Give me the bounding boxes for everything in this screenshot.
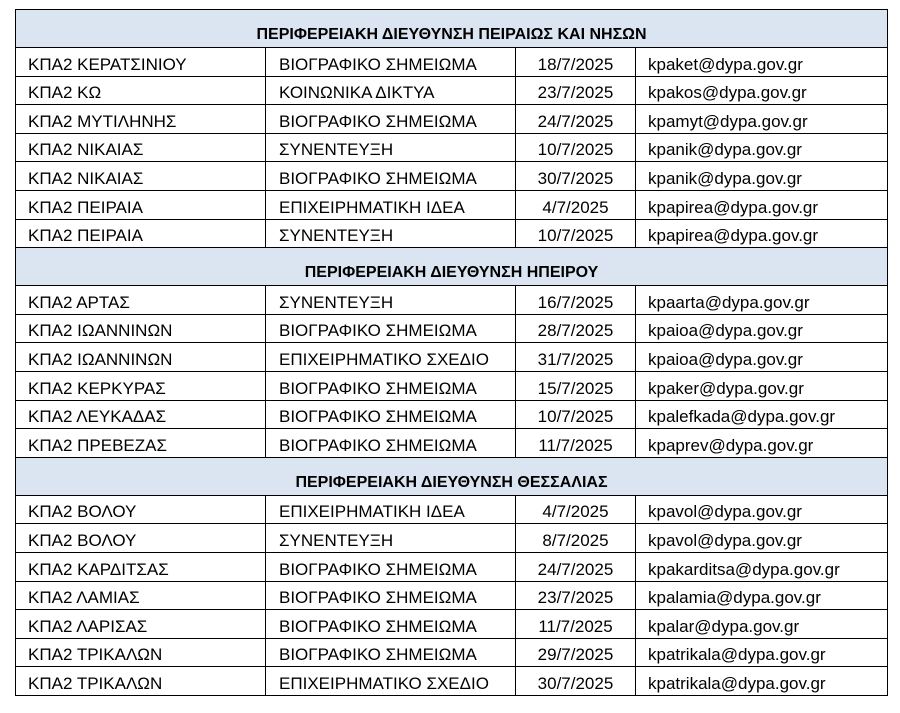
section-header-row <box>16 10 888 48</box>
office-cell: ΚΠΑ2 ΚΑΡΔΙΤΣΑΣ <box>16 552 266 581</box>
email-cell: kpaprev@dypa.gov.gr <box>636 429 888 458</box>
table-row <box>16 429 888 458</box>
table-row <box>16 610 888 639</box>
email-cell: kpakarditsa@dypa.gov.gr <box>636 552 888 581</box>
table-row <box>16 552 888 581</box>
office-cell: ΚΠΑ2 ΠΕΙΡΑΙΑ <box>16 219 266 248</box>
email-cell: kpaker@dypa.gov.gr <box>636 371 888 400</box>
table-row <box>16 343 888 372</box>
table-row <box>16 190 888 219</box>
topic-cell: ΚΟΙΝΩΝΙΚΑ ΔΙΚΤΥΑ <box>266 76 516 105</box>
office-cell: ΚΠΑ2 ΑΡΤΑΣ <box>16 286 266 315</box>
date-cell: 10/7/2025 <box>516 133 636 162</box>
office-cell: ΚΠΑ2 ΠΕΙΡΑΙΑ <box>16 190 266 219</box>
date-cell: 8/7/2025 <box>516 524 636 553</box>
section-title: ΠΕΡΙΦΕΡΕΙΑΚΗ ΔΙΕΥΘΥΝΣΗ ΘΕΣΣΑΛΙΑΣ <box>16 457 888 495</box>
office-cell: ΚΠΑ2 ΚΕΡΑΤΣΙΝΙΟΥ <box>16 48 266 77</box>
table-row <box>16 219 888 248</box>
date-cell: 24/7/2025 <box>516 105 636 134</box>
topic-cell: ΕΠΙΧΕΙΡΗΜΑΤΙΚΟ ΣΧΕΔΙΟ <box>266 667 516 696</box>
table-row <box>16 48 888 77</box>
date-cell: 30/7/2025 <box>516 162 636 191</box>
table-row <box>16 638 888 667</box>
topic-cell: ΒΙΟΓΡΑΦΙΚΟ ΣΗΜΕΙΩΜΑ <box>266 638 516 667</box>
table-row <box>16 314 888 343</box>
topic-cell: ΣΥΝΕΝΤΕΥΞΗ <box>266 133 516 162</box>
section-header-row <box>16 248 888 286</box>
section-header-row <box>16 457 888 495</box>
date-cell: 4/7/2025 <box>516 190 636 219</box>
table-row <box>16 581 888 610</box>
table-row <box>16 286 888 315</box>
topic-cell: ΒΙΟΓΡΑΦΙΚΟ ΣΗΜΕΙΩΜΑ <box>266 162 516 191</box>
date-cell: 23/7/2025 <box>516 581 636 610</box>
office-cell: ΚΠΑ2 ΤΡΙΚΑΛΩΝ <box>16 667 266 696</box>
email-cell: kpanik@dypa.gov.gr <box>636 162 888 191</box>
date-cell: 10/7/2025 <box>516 219 636 248</box>
table-row <box>16 524 888 553</box>
date-cell: 24/7/2025 <box>516 552 636 581</box>
office-cell: ΚΠΑ2 ΙΩΑΝΝΙΝΩΝ <box>16 343 266 372</box>
date-cell: 15/7/2025 <box>516 371 636 400</box>
topic-cell: ΕΠΙΧΕΙΡΗΜΑΤΙΚΟ ΣΧΕΔΙΟ <box>266 343 516 372</box>
email-cell: kpalamia@dypa.gov.gr <box>636 581 888 610</box>
table-row <box>16 400 888 429</box>
table-row <box>16 495 888 524</box>
date-cell: 16/7/2025 <box>516 286 636 315</box>
email-cell: kpanik@dypa.gov.gr <box>636 133 888 162</box>
table-row <box>16 105 888 134</box>
office-cell: ΚΠΑ2 ΙΩΑΝΝΙΝΩΝ <box>16 314 266 343</box>
office-cell: ΚΠΑ2 ΠΡΕΒΕΖΑΣ <box>16 429 266 458</box>
office-cell: ΚΠΑ2 ΛΑΜΙΑΣ <box>16 581 266 610</box>
email-cell: kpakos@dypa.gov.gr <box>636 76 888 105</box>
topic-cell: ΣΥΝΕΝΤΕΥΞΗ <box>266 286 516 315</box>
topic-cell: ΣΥΝΕΝΤΕΥΞΗ <box>266 524 516 553</box>
date-cell: 30/7/2025 <box>516 667 636 696</box>
date-cell: 23/7/2025 <box>516 76 636 105</box>
email-cell: kpavol@dypa.gov.gr <box>636 524 888 553</box>
office-cell: ΚΠΑ2 ΛΑΡΙΣΑΣ <box>16 610 266 639</box>
office-cell: ΚΠΑ2 ΚΩ <box>16 76 266 105</box>
topic-cell: ΣΥΝΕΝΤΕΥΞΗ <box>266 219 516 248</box>
date-cell: 28/7/2025 <box>516 314 636 343</box>
email-cell: kpaioa@dypa.gov.gr <box>636 343 888 372</box>
topic-cell: ΒΙΟΓΡΑΦΙΚΟ ΣΗΜΕΙΩΜΑ <box>266 429 516 458</box>
table-row <box>16 162 888 191</box>
section-title: ΠΕΡΙΦΕΡΕΙΑΚΗ ΔΙΕΥΘΥΝΣΗ ΗΠΕΙΡΟΥ <box>16 248 888 286</box>
schedule-sheet <box>15 9 887 696</box>
date-cell: 10/7/2025 <box>516 400 636 429</box>
email-cell: kpatrikala@dypa.gov.gr <box>636 638 888 667</box>
topic-cell: ΒΙΟΓΡΑΦΙΚΟ ΣΗΜΕΙΩΜΑ <box>266 314 516 343</box>
office-cell: ΚΠΑ2 ΝΙΚΑΙΑΣ <box>16 133 266 162</box>
date-cell: 31/7/2025 <box>516 343 636 372</box>
table-row <box>16 667 888 696</box>
email-cell: kpapirea@dypa.gov.gr <box>636 190 888 219</box>
date-cell: 11/7/2025 <box>516 429 636 458</box>
email-cell: kpaioa@dypa.gov.gr <box>636 314 888 343</box>
office-cell: ΚΠΑ2 ΚΕΡΚΥΡΑΣ <box>16 371 266 400</box>
topic-cell: ΒΙΟΓΡΑΦΙΚΟ ΣΗΜΕΙΩΜΑ <box>266 610 516 639</box>
email-cell: kpalefkada@dypa.gov.gr <box>636 400 888 429</box>
table-row <box>16 371 888 400</box>
email-cell: kpapirea@dypa.gov.gr <box>636 219 888 248</box>
topic-cell: ΒΙΟΓΡΑΦΙΚΟ ΣΗΜΕΙΩΜΑ <box>266 581 516 610</box>
date-cell: 4/7/2025 <box>516 495 636 524</box>
email-cell: kpaarta@dypa.gov.gr <box>636 286 888 315</box>
topic-cell: ΒΙΟΓΡΑΦΙΚΟ ΣΗΜΕΙΩΜΑ <box>266 371 516 400</box>
email-cell: kpavol@dypa.gov.gr <box>636 495 888 524</box>
topic-cell: ΕΠΙΧΕΙΡΗΜΑΤΙΚΗ ΙΔΕΑ <box>266 495 516 524</box>
email-cell: kpalar@dypa.gov.gr <box>636 610 888 639</box>
email-cell: kpaket@dypa.gov.gr <box>636 48 888 77</box>
date-cell: 29/7/2025 <box>516 638 636 667</box>
date-cell: 11/7/2025 <box>516 610 636 639</box>
topic-cell: ΒΙΟΓΡΑΦΙΚΟ ΣΗΜΕΙΩΜΑ <box>266 48 516 77</box>
office-cell: ΚΠΑ2 ΒΟΛΟΥ <box>16 524 266 553</box>
topic-cell: ΒΙΟΓΡΑΦΙΚΟ ΣΗΜΕΙΩΜΑ <box>266 400 516 429</box>
table-row <box>16 133 888 162</box>
office-cell: ΚΠΑ2 ΒΟΛΟΥ <box>16 495 266 524</box>
office-cell: ΚΠΑ2 ΤΡΙΚΑΛΩΝ <box>16 638 266 667</box>
office-cell: ΚΠΑ2 ΜΥΤΙΛΗΝΗΣ <box>16 105 266 134</box>
topic-cell: ΕΠΙΧΕΙΡΗΜΑΤΙΚΗ ΙΔΕΑ <box>266 190 516 219</box>
office-cell: ΚΠΑ2 ΝΙΚΑΙΑΣ <box>16 162 266 191</box>
email-cell: kpamyt@dypa.gov.gr <box>636 105 888 134</box>
email-cell: kpatrikala@dypa.gov.gr <box>636 667 888 696</box>
topic-cell: ΒΙΟΓΡΑΦΙΚΟ ΣΗΜΕΙΩΜΑ <box>266 105 516 134</box>
section-title: ΠΕΡΙΦΕΡΕΙΑΚΗ ΔΙΕΥΘΥΝΣΗ ΠΕΙΡΑΙΩΣ ΚΑΙ ΝΗΣΩΝ <box>16 10 888 48</box>
schedule-table <box>15 9 888 696</box>
office-cell: ΚΠΑ2 ΛΕΥΚΑΔΑΣ <box>16 400 266 429</box>
topic-cell: ΒΙΟΓΡΑΦΙΚΟ ΣΗΜΕΙΩΜΑ <box>266 552 516 581</box>
table-row <box>16 76 888 105</box>
date-cell: 18/7/2025 <box>516 48 636 77</box>
